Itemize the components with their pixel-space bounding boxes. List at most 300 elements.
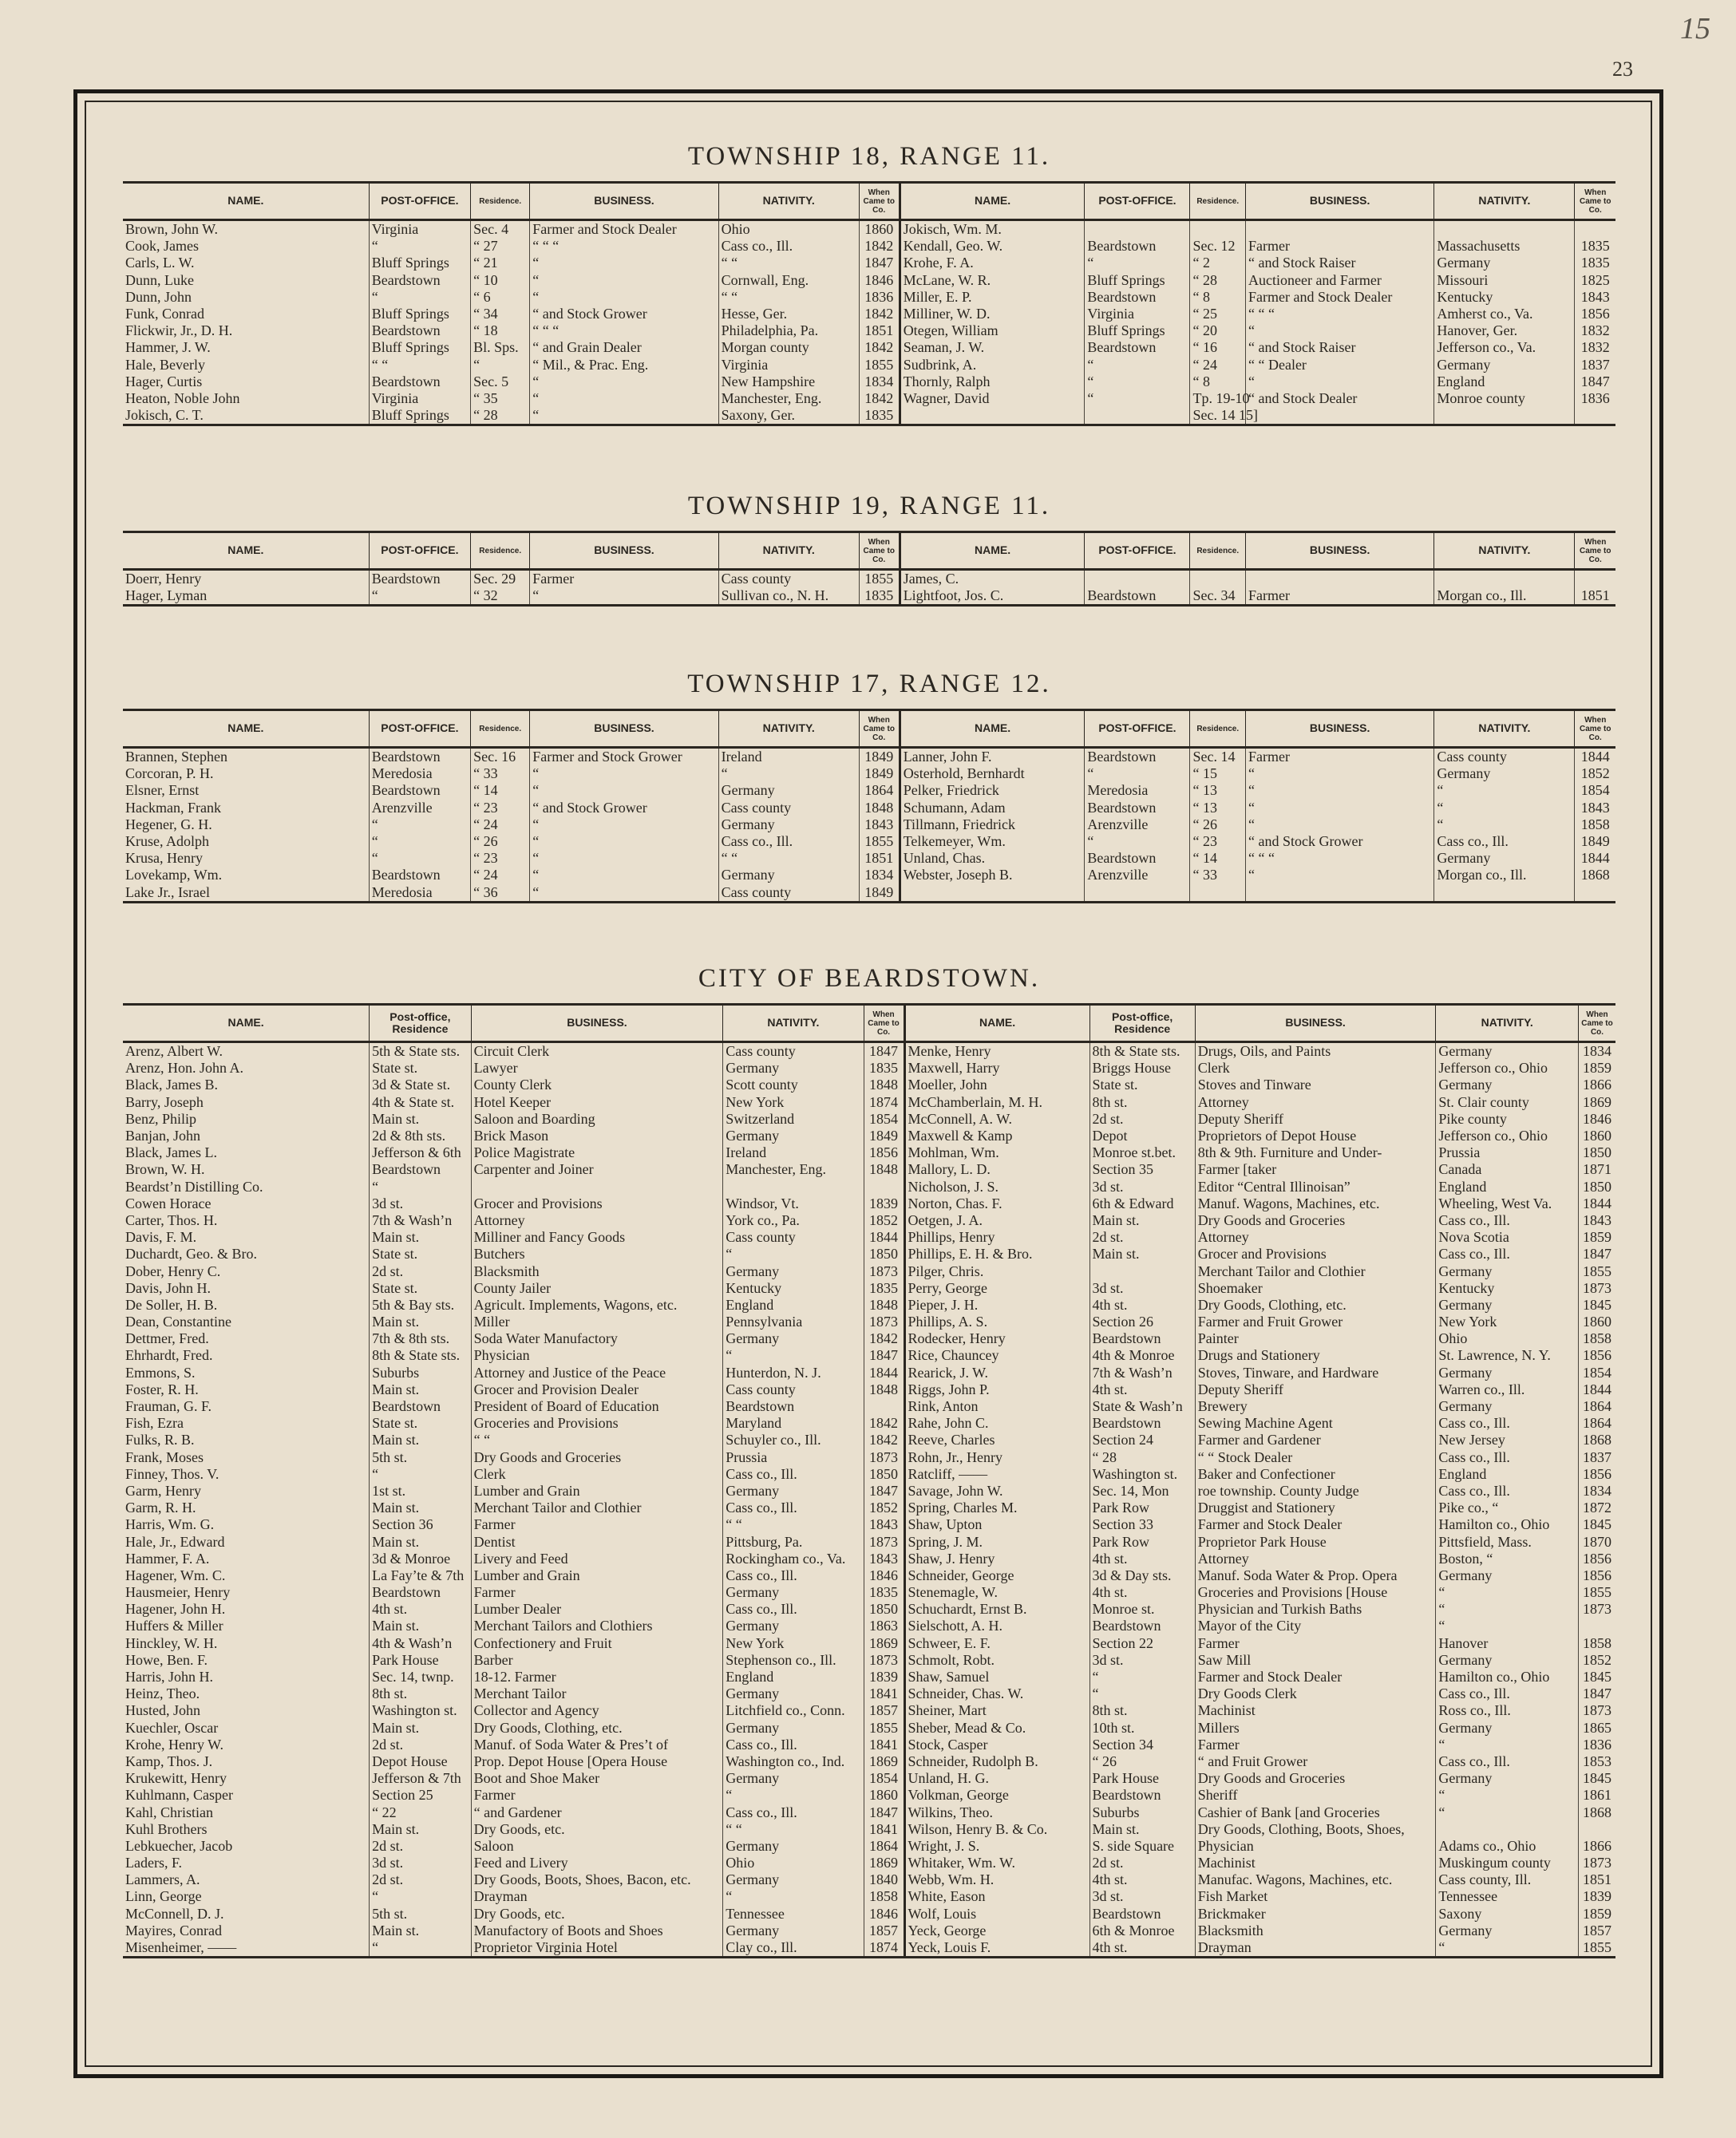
city-of-beardstown-row [123, 1516, 1615, 1533]
city-of-beardstown-row [123, 1347, 1615, 1364]
entry-business: “ [530, 833, 718, 850]
entry-business: Saloon [471, 1838, 723, 1855]
entry-name: Thornly, Ralph [900, 373, 1085, 390]
entry-name: Norton, Chas. F. [904, 1195, 1089, 1212]
entry-business: Groceries and Provisions [House [1195, 1584, 1436, 1601]
entry-year: 1845 [1583, 1516, 1612, 1533]
entry-business: Farmer and Stock Dealer [1245, 289, 1433, 306]
entry-residence: “ 20 [1190, 322, 1246, 339]
entry-year: 1855 [859, 357, 900, 373]
entry-business: “ “ “ [530, 238, 718, 255]
entry-residence: State st. [370, 1280, 472, 1297]
entry-residence: “ 26 [1089, 1753, 1195, 1770]
entry-residence: 5th st. [370, 1449, 472, 1466]
entry-nativity: Cass co., Ill. [1436, 1753, 1579, 1770]
entry-name: Hinckley, W. H. [123, 1635, 370, 1652]
entry-residence: 8th st. [1089, 1094, 1195, 1111]
entry-residence: Main st. [370, 1533, 472, 1550]
entry-year: 1841 [864, 1737, 904, 1753]
entry-residence: Sec. 14, twnp. [370, 1669, 472, 1686]
entry-year: 1834 [1583, 1482, 1612, 1499]
entry-post-office: Beardstown [369, 782, 470, 799]
page-number: 23 [1612, 57, 1633, 81]
township-18-range-11-row [123, 390, 1615, 407]
entry-nativity: New Hampshire [718, 373, 859, 390]
entry-year: 1869 [864, 1753, 904, 1770]
entry-nativity: England [1436, 1179, 1579, 1195]
entry-year: 1869 [864, 1855, 904, 1871]
entry-year: 1845 [1583, 1770, 1612, 1787]
entry-name: Rice, Chauncey [904, 1347, 1089, 1364]
entry-nativity: Hanover [1436, 1635, 1579, 1652]
city-of-beardstown-row [123, 1297, 1615, 1314]
entry-residence: Section 24 [1089, 1432, 1195, 1448]
entry-nativity: Sullivan co., N. H. [718, 587, 859, 606]
entry-year: 1856 [1583, 1550, 1612, 1567]
entry-name: Wagner, David [900, 390, 1085, 407]
entry-year: 1847 [864, 1804, 904, 1820]
entry-post-office: Arenzville [1085, 867, 1190, 883]
entry-residence: “ [370, 1179, 472, 1195]
township-18-range-11-section [123, 142, 1615, 426]
entry-residence: “ 10 [471, 272, 530, 289]
city-of-beardstown-table [123, 1003, 1615, 1958]
entry-name: Lightfoot, Jos. C. [900, 587, 1085, 606]
entry-residence: Beardstown [1089, 1330, 1195, 1347]
entry-residence: “ 22 [370, 1804, 472, 1820]
entry-name: Flickwir, Jr., D. H. [123, 322, 369, 339]
entry-name: Benz, Philip [123, 1111, 370, 1128]
entry-residence: 3d st. [1089, 1280, 1195, 1297]
entry-nativity: Clay co., Ill. [723, 1939, 864, 1958]
entry-nativity: Ohio [723, 1855, 864, 1871]
entry-residence: “ 27 [471, 238, 530, 255]
entry-residence: Main st. [1089, 1246, 1195, 1263]
entry-business: “ [1245, 867, 1433, 883]
entry-name: Arenz, Hon. John A. [123, 1060, 370, 1077]
entry-name: Sielschott, A. H. [904, 1618, 1089, 1634]
entry-name: Harris, Wm. G. [123, 1516, 370, 1533]
column-header-when-came: When Came to Co. [859, 532, 900, 570]
entry-residence: 3d st. [370, 1195, 472, 1212]
entry-year: 1874 [864, 1094, 904, 1111]
entry-year: 1845 [1583, 1669, 1612, 1686]
entry-nativity: Germany [1436, 1042, 1579, 1061]
township-18-range-11-row [123, 357, 1615, 373]
entry-year: 1842 [859, 390, 900, 407]
entry-year: 1844 [864, 1229, 904, 1246]
entry-residence: 5th & State sts. [370, 1042, 472, 1061]
entry-year: 1858 [1580, 816, 1610, 832]
column-header-nativity-city: NATIVITY. [723, 1005, 864, 1042]
entry-residence [1190, 884, 1246, 903]
city-of-beardstown-row [123, 1111, 1615, 1128]
entry-residence: “ [370, 1466, 472, 1483]
entry-business: “ “ Stock Dealer [1195, 1449, 1436, 1466]
entry-residence: 4th st. [1089, 1584, 1195, 1601]
entry-nativity: Germany [1436, 1720, 1579, 1737]
entry-year: 1842 [859, 306, 900, 322]
entry-residence: State st. [1089, 1077, 1195, 1093]
entry-business: Stoves and Tinware [1195, 1077, 1436, 1093]
entry-year: 1855 [1583, 1584, 1612, 1601]
entry-year: 1848 [864, 1077, 904, 1093]
entry-post-office: Beardstown [369, 867, 470, 883]
township-17-range-12-row [123, 884, 1615, 903]
entry-year: 1873 [1583, 1601, 1612, 1618]
entry-post-office: Beardstown [1085, 800, 1190, 816]
entry-residence: Park Row [1089, 1500, 1195, 1516]
entry-nativity: St. Clair county [1436, 1094, 1579, 1111]
entry-post-office [1085, 407, 1190, 425]
entry-year: 1851 [1583, 1871, 1612, 1888]
entry-business: Merchant Tailors and Clothiers [471, 1618, 723, 1634]
entry-post-office: Beardstown [1085, 289, 1190, 306]
column-header-residence: Residence. [471, 532, 530, 570]
entry-nativity: Germany [718, 867, 859, 883]
entry-name: James, C. [900, 570, 1085, 588]
entry-nativity: Stephenson co., Ill. [723, 1652, 864, 1669]
entry-year: 1846 [1583, 1110, 1612, 1127]
entry-year: 1855 [1583, 1263, 1612, 1279]
township-17-range-12-row [123, 833, 1615, 850]
entry-business: Miller [471, 1314, 723, 1330]
column-header-residence: Residence. [471, 710, 530, 748]
entry-year: 1873 [1583, 1855, 1612, 1871]
entry-name: Husted, John [123, 1702, 370, 1719]
entry-nativity: Cass county, Ill. [1436, 1871, 1579, 1888]
entry-residence: “ [370, 1939, 472, 1958]
entry-year: 1841 [864, 1686, 904, 1702]
entry-post-office: “ [1085, 765, 1190, 782]
entry-name: Schmolt, Robt. [904, 1652, 1089, 1669]
entry-business: “ [1245, 816, 1433, 833]
entry-year: 1836 [1583, 1736, 1612, 1753]
entry-year: 1835 [859, 587, 900, 606]
entry-nativity: “ [1434, 782, 1575, 799]
township-18-range-11-row [123, 220, 1615, 239]
entry-nativity: Cass county [723, 1229, 864, 1246]
entry-post-office: Beardstown [369, 748, 470, 766]
entry-business: Drugs and Stationery [1195, 1347, 1436, 1364]
city-of-beardstown-row [123, 1161, 1615, 1178]
entry-name: Pilger, Chris. [904, 1263, 1089, 1279]
entry-residence: Beardstown [1089, 1618, 1195, 1634]
entry-business: “ Mil., & Prac. Eng. [530, 357, 718, 373]
entry-business: Feed and Livery [471, 1855, 723, 1871]
entry-business: Dry Goods Clerk [1195, 1686, 1436, 1702]
entry-business: Farmer and Stock Dealer [530, 220, 718, 239]
entry-year: 1855 [1579, 1939, 1615, 1958]
entry-name: Schneider, Chas. W. [904, 1686, 1089, 1702]
entry-business: Manufac. Wagons, Machines, etc. [1195, 1871, 1436, 1888]
city-of-beardstown-row [123, 1737, 1615, 1753]
entry-business: Police Magistrate [471, 1144, 723, 1161]
entry-residence: 2d st. [1089, 1111, 1195, 1128]
entry-residence: “ 34 [471, 306, 530, 322]
entry-name: Harris, John H. [123, 1669, 370, 1686]
entry-nativity: Jefferson co., Va. [1434, 339, 1575, 356]
entry-name: McConnell, D. J. [123, 1906, 370, 1923]
entry-year: 1860 [1583, 1128, 1612, 1144]
entry-nativity: Morgan co., Ill. [1434, 867, 1575, 883]
entry-residence: “ 13 [1190, 782, 1246, 799]
entry-year: 1854 [1583, 1364, 1612, 1381]
entry-year: 1856 [1583, 1465, 1612, 1482]
entry-post-office: “ [369, 587, 470, 606]
entry-year: 1873 [1583, 1279, 1612, 1296]
entry-nativity: “ [1436, 1804, 1579, 1820]
entry-name: Hale, Beverly [123, 357, 369, 373]
entry-residence: Main st. [1089, 1821, 1195, 1838]
entry-residence: 2d st. [1089, 1229, 1195, 1246]
entry-name: Phillips, E. H. & Bro. [904, 1246, 1089, 1263]
entry-business [1245, 220, 1433, 239]
entry-residence: 8th st. [370, 1686, 472, 1702]
entry-business: Clerk [1195, 1060, 1436, 1077]
entry-name: Lebkuecher, Jacob [123, 1838, 370, 1855]
entry-post-office: Beardstown [369, 570, 470, 588]
entry-residence: 7th & 8th sts. [370, 1330, 472, 1347]
column-header-when-came: When Came to Co. [859, 183, 900, 220]
entry-nativity [1434, 220, 1575, 239]
column-header-residence: Residence. [1190, 532, 1246, 570]
entry-year [1575, 220, 1615, 239]
city-of-beardstown-row [123, 1906, 1615, 1923]
entry-residence: Sec. 5 [471, 373, 530, 390]
entry-year: 1855 [864, 1720, 904, 1737]
entry-name: Brown, W. H. [123, 1161, 370, 1178]
entry-nativity: Cass co., Ill. [1436, 1212, 1579, 1229]
entry-year: 1863 [864, 1618, 904, 1634]
city-of-beardstown-row [123, 1702, 1615, 1719]
entry-nativity: Tennessee [723, 1906, 864, 1923]
entry-year [864, 1398, 904, 1415]
entry-nativity: New York [1436, 1314, 1579, 1330]
entry-business: Physician [1195, 1838, 1436, 1855]
city-of-beardstown-row [123, 1720, 1615, 1737]
entry-name: De Soller, H. B. [123, 1297, 370, 1314]
column-header-nativity: NATIVITY. [718, 532, 859, 570]
entry-name: Savage, John W. [904, 1483, 1089, 1500]
column-header-business-city: BUSINESS. [471, 1005, 723, 1042]
entry-name: Milliner, W. D. [900, 306, 1085, 322]
entry-residence: 4th st. [1089, 1551, 1195, 1567]
entry-business: Proprietor Park House [1195, 1533, 1436, 1550]
entry-year: 1852 [864, 1212, 904, 1229]
entry-nativity: “ [1436, 1584, 1579, 1601]
entry-nativity: Germany [1434, 255, 1575, 271]
entry-residence: 3d & Day sts. [1089, 1567, 1195, 1584]
entry-year: 1870 [1583, 1533, 1612, 1550]
entry-residence: State st. [370, 1415, 472, 1432]
entry-post-office: Virginia [369, 220, 470, 239]
entry-name: Rodecker, Henry [904, 1330, 1089, 1347]
entry-name: Shaw, J. Henry [904, 1551, 1089, 1567]
column-header-name: NAME. [123, 710, 369, 748]
entry-business: Editor “Central Illinoisan” [1195, 1179, 1436, 1195]
entry-name: Funk, Conrad [123, 306, 369, 322]
entry-name: Wright, J. S. [904, 1838, 1089, 1855]
entry-year: 1864 [1583, 1398, 1612, 1415]
entry-residence: Sec. 14 [1190, 748, 1246, 766]
entry-residence: “ 23 [471, 850, 530, 867]
entry-name [900, 884, 1085, 903]
entry-year: 1859 [1583, 1229, 1612, 1246]
entry-name: McConnell, A. W. [904, 1111, 1089, 1128]
township-17-range-12-row [123, 867, 1615, 883]
entry-name: Sheber, Mead & Co. [904, 1720, 1089, 1737]
entry-year: 1859 [1583, 1905, 1612, 1922]
entry-business: Blacksmith [1195, 1923, 1436, 1939]
entry-business: “ and Stock Dealer [1245, 390, 1433, 407]
entry-name: Garm, Henry [123, 1483, 370, 1500]
township-17-range-12-table [123, 709, 1615, 903]
entry-name: Huffers & Miller [123, 1618, 370, 1634]
entry-post-office: Beardstown [369, 322, 470, 339]
entry-business: Groceries and Provisions [471, 1415, 723, 1432]
entry-name: Wolf, Louis [904, 1906, 1089, 1923]
entry-nativity: York co., Pa. [723, 1212, 864, 1229]
entry-name: Miller, E. P. [900, 289, 1085, 306]
entry-year: 1860 [859, 220, 900, 239]
entry-year: 1847 [864, 1483, 904, 1500]
entry-residence: Monroe st.bet. [1089, 1144, 1195, 1161]
entry-nativity: Jefferson co., Ohio [1436, 1060, 1579, 1077]
entry-business: Manuf. Wagons, Machines, etc. [1195, 1195, 1436, 1212]
entry-name: Elsner, Ernst [123, 782, 369, 799]
entry-year: 1849 [864, 1128, 904, 1144]
entry-year: 1852 [1583, 1651, 1612, 1668]
entry-nativity: Germany [723, 1686, 864, 1702]
entry-business: “ [530, 765, 718, 782]
entry-year [1579, 1821, 1615, 1838]
entry-residence: 4th st. [1089, 1297, 1195, 1314]
entry-residence: “ 24 [471, 867, 530, 883]
entry-business: Deputy Sheriff [1195, 1111, 1436, 1128]
entry-year: 1848 [864, 1297, 904, 1314]
entry-name: Barry, Joseph [123, 1094, 370, 1111]
entry-business: Painter [1195, 1330, 1436, 1347]
column-header-business: BUSINESS. [530, 710, 718, 748]
entry-name: Hager, Curtis [123, 373, 369, 390]
entry-business: Farmer and Gardener [1195, 1432, 1436, 1448]
entry-name: Perry, George [904, 1280, 1089, 1297]
entry-business: Farmer [1195, 1737, 1436, 1753]
column-header-name: NAME. [900, 183, 1085, 220]
entry-name: Rearick, J. W. [904, 1365, 1089, 1381]
entry-year: 1873 [1583, 1702, 1612, 1719]
entry-nativity: “ [1436, 1737, 1579, 1753]
entry-business [1245, 407, 1433, 425]
entry-business: County Jailer [471, 1280, 723, 1297]
entry-business [471, 1179, 723, 1195]
entry-year: 1865 [1583, 1719, 1612, 1736]
entry-name: Schuchardt, Ernst B. [904, 1601, 1089, 1618]
city-of-beardstown-row [123, 1094, 1615, 1111]
entry-residence: “ 13 [1190, 800, 1246, 816]
entry-business: Lumber Dealer [471, 1601, 723, 1618]
entry-post-office: “ “ [369, 357, 470, 373]
entry-name: Doerr, Henry [123, 570, 369, 588]
entry-residence: Sec. 34 [1190, 587, 1246, 606]
entry-name: Duchardt, Geo. & Bro. [123, 1246, 370, 1263]
entry-year: 1854 [1580, 782, 1610, 799]
column-header-when-came: When Came to Co. [859, 710, 900, 748]
entry-business: “ and Stock Grower [530, 306, 718, 322]
entry-business: President of Board of Education [471, 1398, 723, 1415]
entry-year: 1873 [864, 1314, 904, 1330]
entry-nativity: Hamilton co., Ohio [1436, 1516, 1579, 1533]
entry-residence: Main st. [370, 1381, 472, 1398]
entry-business: 8th & 9th. Furniture and Under- [1195, 1144, 1436, 1161]
entry-year: 1835 [864, 1584, 904, 1601]
entry-post-office: “ [369, 238, 470, 255]
entry-residence: Beardstown [1089, 1415, 1195, 1432]
entry-residence: “ 36 [471, 884, 530, 903]
entry-business: Machinist [1195, 1702, 1436, 1719]
entry-year: 1860 [864, 1787, 904, 1804]
entry-residence: 4th & Wash’n [370, 1635, 472, 1652]
entry-name: Carls, L. W. [123, 255, 369, 271]
entry-residence: 3d & State st. [370, 1077, 472, 1093]
township-17-range-12-row [123, 748, 1615, 766]
column-header-business: BUSINESS. [1245, 710, 1433, 748]
entry-business: Farmer [1245, 587, 1433, 606]
entry-residence: Section 25 [370, 1787, 472, 1804]
entry-year [1575, 570, 1615, 588]
entry-year: 1858 [864, 1888, 904, 1905]
entry-residence: “ 23 [471, 800, 530, 816]
entry-residence: “ 14 [1190, 850, 1246, 867]
entry-business: “ and Fruit Grower [1195, 1753, 1436, 1770]
city-of-beardstown-row [123, 1669, 1615, 1686]
entry-year: 1858 [1583, 1634, 1612, 1651]
entry-nativity: Germany [723, 1330, 864, 1347]
entry-nativity: Germany [723, 1060, 864, 1077]
entry-year: 1847 [864, 1347, 904, 1364]
entry-residence: “ 18 [471, 322, 530, 339]
entry-name: Spring, J. M. [904, 1533, 1089, 1550]
entry-name: Emmons, S. [123, 1365, 370, 1381]
entry-nativity: Germany [718, 782, 859, 799]
city-of-beardstown-row [123, 1077, 1615, 1093]
entry-name: Nicholson, J. S. [904, 1179, 1089, 1195]
entry-nativity: Hamilton co., Ohio [1436, 1669, 1579, 1686]
city-of-beardstown-row [123, 1128, 1615, 1144]
entry-residence: S. side Square [1089, 1838, 1195, 1855]
entry-business: Drayman [1195, 1939, 1436, 1958]
entry-nativity: Massachusetts [1434, 238, 1575, 255]
entry-business: “ [530, 587, 718, 606]
entry-residence: “ 25 [1190, 306, 1246, 322]
township-18-range-11-row [123, 306, 1615, 322]
entry-residence: Sec. 14, Mon [1089, 1483, 1195, 1500]
entry-year [1575, 884, 1615, 903]
entry-business: Grocer and Provisions [1195, 1246, 1436, 1263]
township-18-range-11-row [123, 289, 1615, 306]
entry-nativity: Germany [723, 1838, 864, 1855]
entry-business: “ “ [471, 1432, 723, 1448]
entry-year: 1861 [1583, 1787, 1612, 1804]
entry-year: 1836 [859, 289, 900, 306]
entry-business: Dry Goods, Clothing, etc. [471, 1720, 723, 1737]
entry-year: 1844 [1580, 749, 1610, 765]
entry-year: 1844 [1583, 1381, 1612, 1397]
entry-name: Hager, Lyman [123, 587, 369, 606]
entry-business: Clerk [471, 1466, 723, 1483]
entry-residence: 4th & Monroe [1089, 1347, 1195, 1364]
